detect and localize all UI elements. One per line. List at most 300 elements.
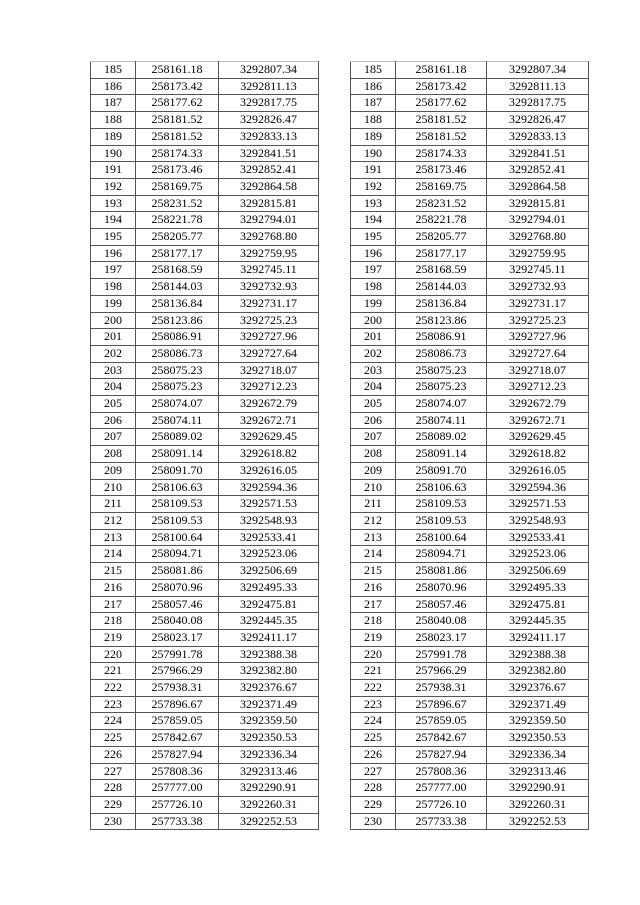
x-coordinate-cell: 258100.64	[136, 529, 219, 546]
y-coordinate-cell: 3292629.45	[219, 429, 319, 446]
y-coordinate-cell: 3292445.35	[487, 613, 589, 630]
x-coordinate-cell: 258075.23	[396, 362, 487, 379]
point-number-cell: 217	[91, 596, 136, 613]
x-coordinate-cell: 258109.53	[136, 512, 219, 529]
x-coordinate-cell: 258057.46	[396, 596, 487, 613]
table-row	[351, 429, 589, 446]
point-number-cell: 220	[351, 646, 396, 663]
point-number-cell: 225	[351, 730, 396, 747]
table-row	[91, 546, 319, 563]
y-coordinate-cell: 3292725.23	[219, 312, 319, 329]
x-coordinate-cell: 257777.00	[136, 780, 219, 797]
y-coordinate-cell: 3292852.41	[219, 162, 319, 179]
point-number-cell: 185	[91, 62, 136, 79]
point-number-cell: 208	[351, 446, 396, 463]
point-number-cell: 211	[351, 496, 396, 513]
point-number-cell: 218	[91, 613, 136, 630]
x-coordinate-cell: 257827.94	[136, 746, 219, 763]
table-row	[91, 479, 319, 496]
point-number-cell: 220	[91, 646, 136, 663]
x-coordinate-cell: 258205.77	[136, 229, 219, 246]
point-number-cell: 190	[351, 145, 396, 162]
y-coordinate-cell: 3292833.13	[219, 128, 319, 145]
y-coordinate-cell: 3292495.33	[487, 579, 589, 596]
x-coordinate-cell: 257726.10	[136, 796, 219, 813]
x-coordinate-cell: 258144.03	[396, 279, 487, 296]
table-row	[91, 362, 319, 379]
point-number-cell: 194	[91, 212, 136, 229]
point-number-cell: 212	[91, 512, 136, 529]
table-row	[351, 629, 589, 646]
table-row	[91, 245, 319, 262]
y-coordinate-cell: 3292594.36	[219, 479, 319, 496]
point-number-cell: 215	[351, 563, 396, 580]
y-coordinate-cell: 3292759.95	[487, 245, 589, 262]
y-coordinate-cell: 3292864.58	[219, 178, 319, 195]
y-coordinate-cell: 3292350.53	[219, 730, 319, 747]
table-row	[91, 763, 319, 780]
point-number-cell: 206	[91, 412, 136, 429]
x-coordinate-cell: 258109.53	[136, 496, 219, 513]
point-number-cell: 223	[351, 696, 396, 713]
x-coordinate-cell: 258094.71	[136, 546, 219, 563]
x-coordinate-cell: 258168.59	[136, 262, 219, 279]
y-coordinate-cell: 3292495.33	[219, 579, 319, 596]
x-coordinate-cell: 258177.17	[396, 245, 487, 262]
x-coordinate-cell: 258205.77	[396, 229, 487, 246]
table-row	[91, 796, 319, 813]
y-coordinate-cell: 3292506.69	[219, 563, 319, 580]
y-coordinate-cell: 3292571.53	[487, 496, 589, 513]
x-coordinate-cell: 258161.18	[136, 62, 219, 79]
y-coordinate-cell: 3292359.50	[219, 713, 319, 730]
point-number-cell: 202	[91, 345, 136, 362]
x-coordinate-cell: 258173.42	[396, 78, 487, 95]
table-row	[91, 529, 319, 546]
table-row	[351, 229, 589, 246]
y-coordinate-cell: 3292807.34	[219, 62, 319, 79]
point-number-cell: 206	[351, 412, 396, 429]
point-number-cell: 187	[91, 95, 136, 112]
point-number-cell: 228	[351, 780, 396, 797]
table-row	[91, 162, 319, 179]
y-coordinate-cell: 3292807.34	[487, 62, 589, 79]
table-row	[91, 730, 319, 747]
table-row	[351, 579, 589, 596]
y-coordinate-cell: 3292794.01	[219, 212, 319, 229]
x-coordinate-cell: 258177.62	[136, 95, 219, 112]
point-number-cell: 189	[351, 128, 396, 145]
point-number-cell: 215	[91, 563, 136, 580]
y-coordinate-cell: 3292260.31	[219, 796, 319, 813]
table-row	[351, 496, 589, 513]
x-coordinate-cell: 258181.52	[396, 128, 487, 145]
x-coordinate-cell: 258221.78	[396, 212, 487, 229]
y-coordinate-cell: 3292594.36	[487, 479, 589, 496]
point-number-cell: 194	[351, 212, 396, 229]
y-coordinate-cell: 3292745.11	[487, 262, 589, 279]
point-number-cell: 211	[91, 496, 136, 513]
x-coordinate-cell: 258173.42	[136, 78, 219, 95]
table-row	[351, 245, 589, 262]
point-number-cell: 195	[351, 229, 396, 246]
table-row	[351, 646, 589, 663]
x-coordinate-cell: 257991.78	[136, 646, 219, 663]
y-coordinate-cell: 3292382.80	[487, 663, 589, 680]
table-row	[351, 796, 589, 813]
point-number-cell: 195	[91, 229, 136, 246]
point-number-cell: 207	[91, 429, 136, 446]
table-row	[91, 462, 319, 479]
x-coordinate-cell: 258086.73	[136, 345, 219, 362]
x-coordinate-cell: 258094.71	[396, 546, 487, 563]
table-row	[91, 663, 319, 680]
y-coordinate-cell: 3292732.93	[487, 279, 589, 296]
x-coordinate-cell: 258023.17	[396, 629, 487, 646]
point-number-cell: 223	[91, 696, 136, 713]
y-coordinate-cell: 3292725.23	[487, 312, 589, 329]
x-coordinate-cell: 258074.07	[396, 396, 487, 413]
point-number-cell: 200	[91, 312, 136, 329]
x-coordinate-cell: 258181.52	[396, 112, 487, 129]
y-coordinate-cell: 3292533.41	[487, 529, 589, 546]
y-coordinate-cell: 3292618.82	[487, 446, 589, 463]
table-row	[351, 563, 589, 580]
table-row	[351, 279, 589, 296]
table-row	[91, 178, 319, 195]
y-coordinate-cell: 3292712.23	[487, 379, 589, 396]
x-coordinate-cell: 258081.86	[396, 563, 487, 580]
x-coordinate-cell: 258161.18	[396, 62, 487, 79]
y-coordinate-cell: 3292618.82	[219, 446, 319, 463]
x-coordinate-cell: 258091.70	[136, 462, 219, 479]
point-number-cell: 191	[91, 162, 136, 179]
y-coordinate-cell: 3292388.38	[219, 646, 319, 663]
x-coordinate-cell: 258174.33	[396, 145, 487, 162]
table-row	[91, 446, 319, 463]
y-coordinate-cell: 3292290.91	[219, 780, 319, 797]
y-coordinate-cell: 3292382.80	[219, 663, 319, 680]
point-number-cell: 196	[351, 245, 396, 262]
x-coordinate-cell: 257991.78	[396, 646, 487, 663]
table-row	[91, 329, 319, 346]
table-row	[351, 112, 589, 129]
point-number-cell: 227	[91, 763, 136, 780]
point-number-cell: 201	[351, 329, 396, 346]
table-row	[91, 112, 319, 129]
x-coordinate-cell: 258144.03	[136, 279, 219, 296]
x-coordinate-cell: 258040.08	[136, 613, 219, 630]
table-row	[91, 195, 319, 212]
coordinate-table-left	[90, 61, 319, 830]
point-number-cell: 216	[91, 579, 136, 596]
x-coordinate-cell: 258123.86	[396, 312, 487, 329]
point-number-cell: 204	[351, 379, 396, 396]
table-row	[91, 746, 319, 763]
y-coordinate-cell: 3292811.13	[219, 78, 319, 95]
y-coordinate-cell: 3292768.80	[487, 229, 589, 246]
y-coordinate-cell: 3292411.17	[219, 629, 319, 646]
point-number-cell: 218	[351, 613, 396, 630]
table-row	[351, 813, 589, 830]
table-row	[351, 62, 589, 79]
point-number-cell: 204	[91, 379, 136, 396]
table-row	[351, 546, 589, 563]
y-coordinate-cell: 3292811.13	[487, 78, 589, 95]
x-coordinate-cell: 258091.14	[136, 446, 219, 463]
y-coordinate-cell: 3292616.05	[487, 462, 589, 479]
point-number-cell: 227	[351, 763, 396, 780]
x-coordinate-cell: 258221.78	[136, 212, 219, 229]
table-row	[351, 596, 589, 613]
point-number-cell: 221	[351, 663, 396, 680]
x-coordinate-cell: 258089.02	[396, 429, 487, 446]
y-coordinate-cell: 3292506.69	[487, 563, 589, 580]
coordinate-table-right	[350, 61, 589, 830]
y-coordinate-cell: 3292260.31	[487, 796, 589, 813]
y-coordinate-cell: 3292672.71	[487, 412, 589, 429]
table-row	[351, 746, 589, 763]
table-row	[351, 145, 589, 162]
point-number-cell: 203	[91, 362, 136, 379]
x-coordinate-cell: 258231.52	[136, 195, 219, 212]
x-coordinate-cell: 258181.52	[136, 128, 219, 145]
point-number-cell: 208	[91, 446, 136, 463]
y-coordinate-cell: 3292533.41	[219, 529, 319, 546]
y-coordinate-cell: 3292445.35	[219, 613, 319, 630]
point-number-cell: 221	[91, 663, 136, 680]
point-number-cell: 222	[351, 680, 396, 697]
y-coordinate-cell: 3292826.47	[487, 112, 589, 129]
table-row	[91, 496, 319, 513]
point-number-cell: 186	[91, 78, 136, 95]
x-coordinate-cell: 258070.96	[396, 579, 487, 596]
table-row	[351, 295, 589, 312]
y-coordinate-cell: 3292388.38	[487, 646, 589, 663]
x-coordinate-cell: 258040.08	[396, 613, 487, 630]
x-coordinate-cell: 258074.11	[396, 412, 487, 429]
y-coordinate-cell: 3292252.53	[487, 813, 589, 830]
point-number-cell: 200	[351, 312, 396, 329]
x-coordinate-cell: 258168.59	[396, 262, 487, 279]
y-coordinate-cell: 3292523.06	[487, 546, 589, 563]
point-number-cell: 214	[91, 546, 136, 563]
point-number-cell: 209	[91, 462, 136, 479]
y-coordinate-cell: 3292376.67	[219, 680, 319, 697]
x-coordinate-cell: 258070.96	[136, 579, 219, 596]
y-coordinate-cell: 3292672.79	[487, 396, 589, 413]
point-number-cell: 201	[91, 329, 136, 346]
table-row	[351, 696, 589, 713]
x-coordinate-cell: 258091.14	[396, 446, 487, 463]
table-row	[91, 512, 319, 529]
y-coordinate-cell: 3292712.23	[219, 379, 319, 396]
table-row	[351, 663, 589, 680]
table-row	[351, 446, 589, 463]
point-number-cell: 192	[91, 178, 136, 195]
point-number-cell: 214	[351, 546, 396, 563]
y-coordinate-cell: 3292313.46	[219, 763, 319, 780]
x-coordinate-cell: 257859.05	[136, 713, 219, 730]
x-coordinate-cell: 258136.84	[136, 295, 219, 312]
table-row	[91, 62, 319, 79]
y-coordinate-cell: 3292745.11	[219, 262, 319, 279]
x-coordinate-cell: 258177.17	[136, 245, 219, 262]
y-coordinate-cell: 3292475.81	[487, 596, 589, 613]
table-row	[351, 362, 589, 379]
x-coordinate-cell: 258075.23	[396, 379, 487, 396]
point-number-cell: 230	[351, 813, 396, 830]
table-row	[351, 512, 589, 529]
x-coordinate-cell: 258089.02	[136, 429, 219, 446]
point-number-cell: 198	[351, 279, 396, 296]
y-coordinate-cell: 3292411.17	[487, 629, 589, 646]
table-row	[91, 680, 319, 697]
x-coordinate-cell: 257938.31	[136, 680, 219, 697]
y-coordinate-cell: 3292759.95	[219, 245, 319, 262]
table-row	[91, 579, 319, 596]
point-number-cell: 216	[351, 579, 396, 596]
x-coordinate-cell: 258100.64	[396, 529, 487, 546]
point-number-cell: 205	[351, 396, 396, 413]
point-number-cell: 193	[91, 195, 136, 212]
point-number-cell: 222	[91, 680, 136, 697]
x-coordinate-cell: 257966.29	[136, 663, 219, 680]
table-row	[91, 279, 319, 296]
point-number-cell: 185	[351, 62, 396, 79]
y-coordinate-cell: 3292371.49	[487, 696, 589, 713]
table-row	[351, 195, 589, 212]
y-coordinate-cell: 3292359.50	[487, 713, 589, 730]
point-number-cell: 198	[91, 279, 136, 296]
y-coordinate-cell: 3292731.17	[487, 295, 589, 312]
point-number-cell: 203	[351, 362, 396, 379]
table-row	[91, 596, 319, 613]
table-row	[91, 396, 319, 413]
x-coordinate-cell: 257808.36	[396, 763, 487, 780]
point-number-cell: 228	[91, 780, 136, 797]
y-coordinate-cell: 3292718.07	[219, 362, 319, 379]
point-number-cell: 219	[91, 629, 136, 646]
x-coordinate-cell: 258123.86	[136, 312, 219, 329]
y-coordinate-cell: 3292350.53	[487, 730, 589, 747]
table-row	[91, 345, 319, 362]
table-row	[91, 78, 319, 95]
y-coordinate-cell: 3292864.58	[487, 178, 589, 195]
point-number-cell: 224	[91, 713, 136, 730]
table-row	[351, 713, 589, 730]
y-coordinate-cell: 3292768.80	[219, 229, 319, 246]
x-coordinate-cell: 258081.86	[136, 563, 219, 580]
y-coordinate-cell: 3292523.06	[219, 546, 319, 563]
y-coordinate-cell: 3292629.45	[487, 429, 589, 446]
point-number-cell: 188	[91, 112, 136, 129]
table-row	[91, 262, 319, 279]
x-coordinate-cell: 257733.38	[136, 813, 219, 830]
y-coordinate-cell: 3292616.05	[219, 462, 319, 479]
table-row	[91, 813, 319, 830]
y-coordinate-cell: 3292727.96	[219, 329, 319, 346]
point-number-cell: 229	[91, 796, 136, 813]
x-coordinate-cell: 257842.67	[136, 730, 219, 747]
table-row	[91, 613, 319, 630]
x-coordinate-cell: 258109.53	[396, 496, 487, 513]
point-number-cell: 197	[351, 262, 396, 279]
point-number-cell: 192	[351, 178, 396, 195]
x-coordinate-cell: 258169.75	[396, 178, 487, 195]
y-coordinate-cell: 3292852.41	[487, 162, 589, 179]
table-row	[91, 229, 319, 246]
point-number-cell: 212	[351, 512, 396, 529]
point-number-cell: 190	[91, 145, 136, 162]
x-coordinate-cell: 258109.53	[396, 512, 487, 529]
y-coordinate-cell: 3292794.01	[487, 212, 589, 229]
x-coordinate-cell: 258181.52	[136, 112, 219, 129]
y-coordinate-cell: 3292732.93	[219, 279, 319, 296]
table-row	[91, 429, 319, 446]
x-coordinate-cell: 258023.17	[136, 629, 219, 646]
table-row	[351, 162, 589, 179]
y-coordinate-cell: 3292336.34	[219, 746, 319, 763]
table-row	[351, 680, 589, 697]
table-row	[351, 479, 589, 496]
y-coordinate-cell: 3292252.53	[219, 813, 319, 830]
x-coordinate-cell: 257896.67	[136, 696, 219, 713]
table-row	[351, 780, 589, 797]
y-coordinate-cell: 3292571.53	[219, 496, 319, 513]
point-number-cell: 202	[351, 345, 396, 362]
point-number-cell: 189	[91, 128, 136, 145]
table-row	[351, 262, 589, 279]
table-row	[351, 78, 589, 95]
y-coordinate-cell: 3292833.13	[487, 128, 589, 145]
y-coordinate-cell: 3292336.34	[487, 746, 589, 763]
table-row	[91, 295, 319, 312]
x-coordinate-cell: 258106.63	[136, 479, 219, 496]
table-row	[351, 462, 589, 479]
point-number-cell: 209	[351, 462, 396, 479]
x-coordinate-cell: 257896.67	[396, 696, 487, 713]
table-row	[91, 629, 319, 646]
y-coordinate-cell: 3292376.67	[487, 680, 589, 697]
table-row	[351, 412, 589, 429]
x-coordinate-cell: 258173.46	[396, 162, 487, 179]
table-row	[351, 345, 589, 362]
x-coordinate-cell: 257859.05	[396, 713, 487, 730]
point-number-cell: 229	[351, 796, 396, 813]
x-coordinate-cell: 258173.46	[136, 162, 219, 179]
table-row	[91, 145, 319, 162]
y-coordinate-cell: 3292841.51	[487, 145, 589, 162]
table-row	[351, 396, 589, 413]
table-row	[91, 646, 319, 663]
x-coordinate-cell: 257966.29	[396, 663, 487, 680]
x-coordinate-cell: 258091.70	[396, 462, 487, 479]
point-number-cell: 196	[91, 245, 136, 262]
point-number-cell: 193	[351, 195, 396, 212]
table-row	[351, 128, 589, 145]
point-number-cell: 213	[91, 529, 136, 546]
table-row	[351, 730, 589, 747]
x-coordinate-cell: 258057.46	[136, 596, 219, 613]
x-coordinate-cell: 258075.23	[136, 362, 219, 379]
x-coordinate-cell: 257938.31	[396, 680, 487, 697]
x-coordinate-cell: 257726.10	[396, 796, 487, 813]
table-row	[351, 178, 589, 195]
point-number-cell: 197	[91, 262, 136, 279]
point-number-cell: 207	[351, 429, 396, 446]
y-coordinate-cell: 3292815.81	[219, 195, 319, 212]
